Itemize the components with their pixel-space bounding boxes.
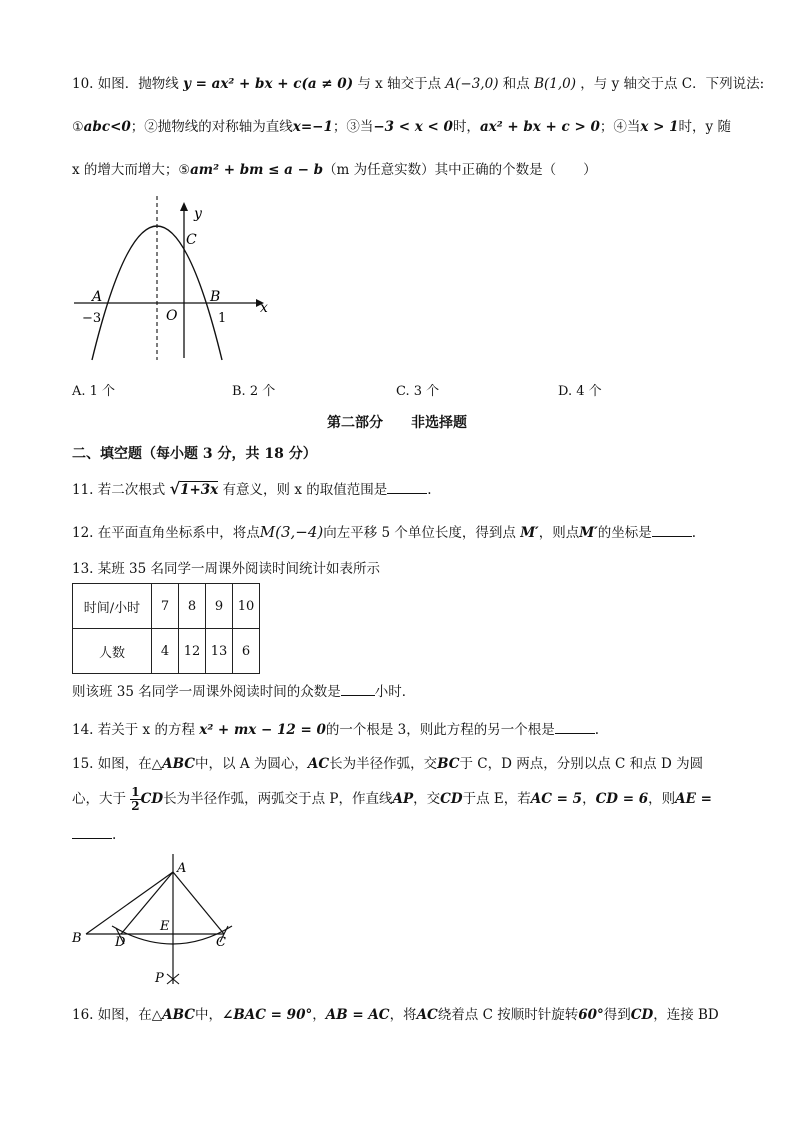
q14-end: . (594, 722, 600, 738)
q16-rotation-angle: 60° (578, 1007, 604, 1023)
q15-asked-ae: AE = (675, 791, 712, 807)
q12-point-m: M(3,−4) (259, 523, 324, 541)
q11-radical: √1+3x (169, 479, 219, 498)
q11-end: . (427, 482, 432, 498)
q15-line3 (72, 826, 116, 843)
label-c: C (216, 935, 226, 950)
choice-b: B. 2 个 (232, 384, 276, 399)
q13-intro: 13. 某班 35 名同学一周课外阅读时间统计如表所示 (72, 561, 381, 577)
statement-5-marker: ⑤ (178, 163, 191, 178)
q14-suffix: 的一个根是 3，则此方程的另一个根是 (325, 722, 555, 738)
table-cell: 13 (206, 629, 233, 674)
table-cell: 8 (179, 584, 206, 629)
q13-text: 小时． (374, 684, 416, 700)
table-cell: 9 (206, 584, 233, 629)
q12-text: 向左平移 5 个单位长度，得到点 (323, 525, 516, 541)
q16-text: ，将 (389, 1007, 417, 1023)
q13-question (72, 680, 415, 700)
q16-equal-sides: AB = AC (325, 1007, 390, 1023)
q15-text: ，则 (648, 791, 676, 807)
table-cell: 4 (152, 629, 179, 674)
q14-prefix: 14. 若关于 x 的方程 (72, 722, 195, 738)
q11-suffix: 有意义，则 x 的取值范围是 (222, 482, 388, 498)
q11-line (72, 478, 432, 498)
q16-text: 绕着点 C 按顺时针旋转 (437, 1007, 579, 1023)
label-e: E (160, 919, 170, 934)
statement-1-formula: abc<0 (83, 119, 131, 135)
q15-line2 (72, 786, 712, 813)
q12-point-m-prime: M′ (520, 525, 539, 541)
statement-3-text: 当 (359, 119, 374, 135)
q16-segment-cd: CD (630, 1007, 654, 1023)
q11-prefix: 11. 若二次根式 (72, 482, 166, 498)
q15-text: 于 C，D 两点，分别以点 C 和点 D 为圆 (459, 756, 704, 772)
q15-line-ap: AP (392, 791, 414, 807)
q15-segment-ac: AC (307, 756, 330, 772)
q15-text: 中，以 A 为圆心， (195, 756, 308, 772)
q10-question-tail: （m 为任意实数）其中正确的个数是（ ） (323, 162, 597, 178)
reading-time-table (72, 583, 260, 674)
q15-construction-figure (66, 850, 246, 990)
q15-end: . (112, 827, 117, 843)
q14-line (72, 718, 599, 738)
statement-4-text: 当 (626, 119, 641, 135)
q16-text: ， (312, 1007, 326, 1023)
table-cell: 7 (152, 584, 179, 629)
q15-triangle: △ABC (151, 756, 196, 772)
q16-angle: ∠BAC = 90° (222, 1007, 313, 1023)
q14-answer-blank (555, 721, 595, 734)
choice-d: D. 4 个 (558, 384, 602, 399)
point-c-label: C (186, 232, 197, 248)
q16-segment-ac: AC (416, 1007, 438, 1023)
q12-line (72, 521, 696, 541)
choice-c: C. 3 个 (396, 384, 440, 399)
q15-text: ，交 (413, 791, 441, 807)
segment-ac (173, 872, 224, 934)
q10-point-b: B(1,0) (534, 76, 576, 92)
statement-2-formula: x=−1 (292, 119, 333, 135)
statement-3-formula: −3 < x < 0 (373, 119, 453, 135)
q10-point-a: A(−3,0) (445, 76, 499, 92)
q16-text: 中， (195, 1007, 223, 1023)
table-header-time: 时间/小时 (73, 584, 152, 629)
one-label: 1 (218, 311, 227, 326)
statement-5-formula: am² + bm ≤ a − b (190, 162, 324, 178)
neg3-label: −3 (82, 311, 102, 326)
q15-fraction (130, 786, 140, 813)
parabola-graph (70, 196, 280, 366)
table-row (73, 629, 260, 674)
table-cell: 12 (179, 629, 206, 674)
q15-given-ac: AC = 5 (530, 791, 583, 807)
q13-answer-blank (341, 683, 375, 696)
q15-segment-cd: CD (440, 791, 463, 807)
q10-line3 (72, 158, 597, 178)
q10-text: ，与 y 轴交于点 C．下列说法: (580, 76, 765, 92)
point-b-label: B (210, 289, 221, 305)
q16-text: 得到 (603, 1007, 631, 1023)
q12-suffix: 的坐标是 (597, 525, 652, 541)
table-cell: 6 (233, 629, 260, 674)
statement-2-text: 抛物线的对称轴为直线 (157, 119, 293, 135)
label-b: B (72, 931, 82, 946)
q15-text: ， (582, 791, 596, 807)
label-p: P (155, 971, 164, 986)
label-a: A (177, 861, 187, 876)
q10-line2 (72, 115, 731, 135)
q16-text: 16. 如图，在 (72, 1007, 152, 1023)
q10-text: 与 x 轴交于点 (357, 76, 442, 92)
q11-answer-blank (387, 481, 427, 494)
statement-4-marker: ；④ (599, 119, 627, 135)
q15-line1 (72, 752, 703, 772)
statement-4-text: 时，y 随 (678, 119, 731, 135)
q15-given-cd: CD = 6 (595, 791, 649, 807)
q15-text: 15. 如图，在 (72, 756, 152, 772)
statement-4-formula: x > 1 (640, 119, 679, 135)
q13-text: 则该班 35 名同学一周课外阅读时间的众数是 (72, 684, 341, 700)
q12-text: ，则点 (538, 525, 580, 541)
q15-answer-blank (72, 826, 112, 839)
statement-3-marker: ；③ (332, 119, 360, 135)
q10-parabola-formula: y = ax² + bx + c(a ≠ 0) (183, 76, 354, 92)
point-a-label: A (92, 289, 103, 305)
arc-dc (112, 926, 232, 944)
x-label: x (260, 300, 268, 316)
section-two-title: 二、填空题（每小题 3 分，共 18 分） (72, 446, 317, 462)
q16-text: ，连接 BD (653, 1007, 719, 1023)
q15-text: 于点 E，若 (462, 791, 531, 807)
fraction-numerator: 1 (131, 785, 140, 799)
y-label: y (194, 206, 202, 222)
q16-triangle: △ABC (151, 1007, 196, 1023)
q15-text: 长为半径作弧，交 (329, 756, 438, 772)
q10-text: 和点 (502, 76, 530, 92)
choice-a: A. 1 个 (72, 384, 116, 399)
table-cell: 10 (233, 584, 260, 629)
statement-3-formula2: ax² + bx + c > 0 (479, 119, 600, 135)
y-axis-arrow (180, 202, 188, 211)
fraction-denominator: 2 (131, 799, 140, 813)
statement-1-marker: ① (72, 120, 84, 135)
statement-3-text: 时， (452, 119, 480, 135)
q10-line1 (72, 72, 764, 92)
q15-segment-cd: CD (140, 791, 164, 807)
q10-prefix: 10. 如图．抛物线 (72, 76, 179, 92)
table-row (73, 584, 260, 629)
q14-equation: x² + mx − 12 = 0 (199, 722, 326, 738)
origin-label: O (166, 308, 178, 324)
label-d: D (115, 935, 126, 950)
q12-prefix: 12. 在平面直角坐标系中，将点 (72, 525, 260, 541)
statement-4-text-cont: x 的增大而增大； (72, 162, 179, 178)
q11-radicand: 1+3x (180, 482, 219, 498)
statement-2-marker: ；② (130, 119, 158, 135)
part-two-title: 第二部分 非选择题 (327, 415, 467, 431)
table-header-count: 人数 (73, 629, 152, 674)
q15-text: 心，大于 (72, 791, 126, 807)
q12-answer-blank (652, 524, 692, 537)
q15-text: 长为半径作弧，两弧交于点 P，作直线 (163, 791, 393, 807)
q12-point-m-prime: M′ (579, 525, 598, 541)
q16-line (72, 1003, 719, 1023)
q15-segment-bc: BC (437, 756, 460, 772)
q12-end: . (691, 525, 697, 541)
